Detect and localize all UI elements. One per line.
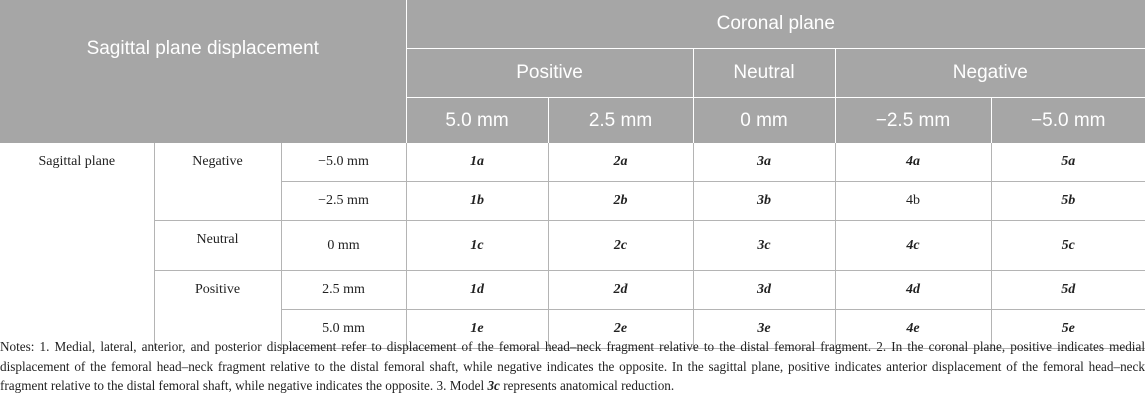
model-cell: 4d: [835, 271, 991, 310]
displacement-value: −2.5 mm: [281, 182, 406, 221]
model-cell: 1a: [406, 143, 548, 182]
column-header: −5.0 mm: [991, 98, 1145, 144]
model-cell: 5e: [991, 310, 1145, 349]
model-cell: 1e: [406, 310, 548, 349]
column-header: 0 mm: [693, 98, 835, 144]
displacement-value: 5.0 mm: [281, 310, 406, 349]
column-header: 5.0 mm: [406, 98, 548, 144]
displacement-value: 0 mm: [281, 221, 406, 271]
sagittal-displacement-header: Sagittal plane displacement: [0, 0, 406, 98]
notes-text: Notes: 1. Medial, lateral, anterior, and posterior displacement refer to displacement of the femoral head–neck fragment relative to the distal femoral fragment. 2. In the coronal plane, positive indicates medial displacement of the femoral head–neck fragment relative to the distal femoral shaft, while negative indicates the opposite. In the sagittal plane, positive indicates anterior displacement of the femoral head–neck fragment relative to the distal femoral shaft, while negative indicates the opposite. 3. Model: [0, 339, 1145, 393]
coronal-plane-header: Coronal plane: [406, 0, 1145, 49]
displacement-value: −5.0 mm: [281, 143, 406, 182]
model-cell: 2b: [548, 182, 693, 221]
model-cell: 4a: [835, 143, 991, 182]
model-cell: 5c: [991, 221, 1145, 271]
coronal-group-neutral: Neutral: [693, 49, 835, 98]
sagittal-plane-label: Sagittal plane: [38, 154, 116, 169]
table-notes: [0, 337, 1145, 396]
model-cell: 4c: [835, 221, 991, 271]
coronal-group-negative: Negative: [835, 49, 1145, 98]
model-cell: 3b: [693, 182, 835, 221]
notes-model-ref: 3c: [487, 378, 500, 393]
model-cell: 3d: [693, 271, 835, 310]
displacement-value: 2.5 mm: [281, 271, 406, 310]
model-cell: 5d: [991, 271, 1145, 310]
model-cell: 2a: [548, 143, 693, 182]
sagittal-group-positive: Positive: [154, 271, 281, 349]
model-cell: 5a: [991, 143, 1145, 182]
model-cell: 3e: [693, 310, 835, 349]
table-row: [0, 221, 1145, 271]
sagittal-group-negative: Negative: [154, 143, 281, 221]
model-cell: 1b: [406, 182, 548, 221]
model-cell: 3c: [693, 221, 835, 271]
model-cell: 4e: [835, 310, 991, 349]
model-cell: 1c: [406, 221, 548, 271]
coronal-group-positive: Positive: [406, 49, 693, 98]
model-cell: 1d: [406, 271, 548, 310]
model-cell: 2e: [548, 310, 693, 349]
model-cell: 2c: [548, 221, 693, 271]
column-header: −2.5 mm: [835, 98, 991, 144]
model-cell: 3a: [693, 143, 835, 182]
model-cell: 2d: [548, 271, 693, 310]
table-row: [0, 271, 1145, 310]
table-row: [0, 143, 1145, 182]
sagittal-group-neutral: Neutral: [154, 221, 281, 271]
column-header: 2.5 mm: [548, 98, 693, 144]
model-cell: 5b: [991, 182, 1145, 221]
header-spacer: [0, 98, 406, 144]
model-cell: 4b: [835, 182, 991, 221]
notes-text-end: represents anatomical reduction.: [499, 378, 675, 393]
